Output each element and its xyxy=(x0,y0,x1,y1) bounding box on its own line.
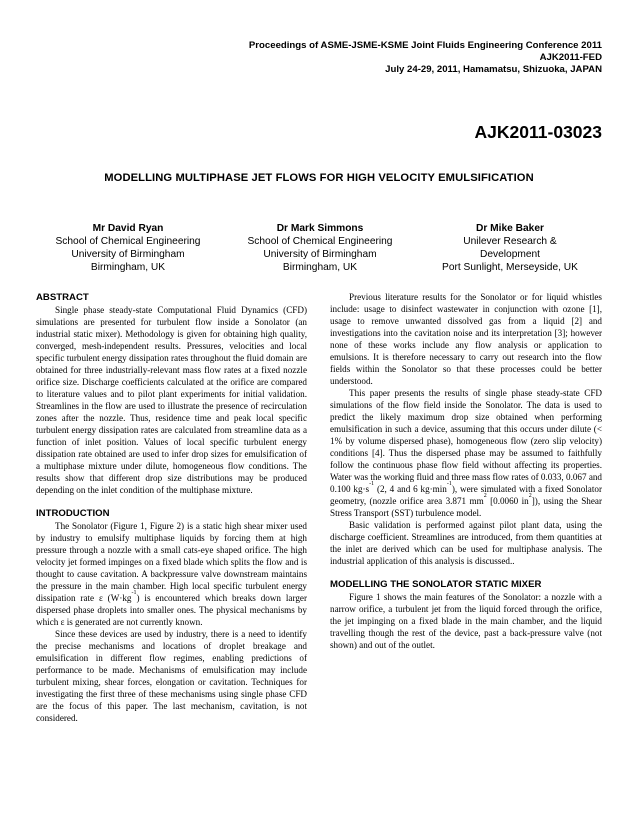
introduction-paragraph-2: Since these devices are used by industry, there is a need to identify the precise mechanisms and locations of droplet breakage and emulsification in different flow regimes, enabling predictions of performance to be made. Mechanisms of emulsification may include turbulent mixing, shear forces, elongation or cavitation. Techniques for investigating the first three of these mechanisms using single phase CFD are the focus of this paper. The last mechanism, cavitation, is not considered. xyxy=(36,629,307,723)
paper-title: MODELLING MULTIPHASE JET FLOWS FOR HIGH VELOCITY EMULSIFICATION xyxy=(104,172,534,184)
abstract-heading: ABSTRACT xyxy=(36,292,89,303)
author-name: Dr Mike Baker xyxy=(476,223,544,234)
section-2-heading: MODELLING THE SONOLATOR STATIC MIXER xyxy=(330,579,542,590)
introduction-paragraph-3: Previous literature results for the Sonolator or for liquid whistles include: usage to disinfect wastewater in conjunction with ozone [1], usage to remove unwanted dissolved gas from a liquid [2] and investigations into the cavitation noise and its interpretation [3]; however none of these works include any flow analysis or application to emulsions. It is therefore necessary to carry out research into the flow fields within the Sonolator so that these processes could be better understood. xyxy=(330,292,602,386)
introduction-paragraph-1: The Sonolator (Figure 1, Figure 2) is a static high shear mixer used by industry to emulsify multiphase liquids by forcing them at high pressure through a nozzle with a small cats-eye shaped orifice. The high velocity jet formed impinges on a fixed blade which splits the flow and is thought to cause cavitation. A backpressure valve downstream maintains the pressure in the main chamber. High local specific turbulent energy dissipation rate ε $(W\cdot kg^{-1})$ is encountered which breaks down larger dispersed phase droplets into smaller ones. The physical mechanisms by which ε is generated are not currently known. xyxy=(36,521,307,627)
author-affiliation: School of Chemical Engineering xyxy=(247,236,393,247)
author-affiliation: School of Chemical Engineering xyxy=(55,236,201,247)
introduction-paragraph-4: This paper presents the results of single phase steady-state CFD simulations of the flow field inside the Sonolator. The data is used to predict the likely maximum drop size obtained when performing emulsification in such a device, assuming that this occurs under dilute (< 1% by volume dispersed phase), homogeneous flow (zero slip velocity) conditions [4]. Thus the dispersed phase may be assumed to faithfully follow the continuous phase flow field without affecting its properties. Water was the working fluid and three mass flow rates of 0.033, 0.067 and 0.100 $kg\cdot s^{-1}$ (2, 4 and 6 $kg\cdot\min^{-1}$), were simulated with a fixed Sonolator geometry, (nozzle orifice area 3.871 $mm^2$ [0.0060 $in^2$]), using the Shear Stress Transport (SST) turbulence model. xyxy=(330,388,602,518)
author-name: Mr David Ryan xyxy=(92,223,164,234)
abstract-text: Single phase steady-state Computational Fluid Dynamics (CFD) simulations are presented for turbulent flow inside a Sonolator (an industrial static mixer). Methodology is given for obtaining high quality, converged, mesh-independent results. Pressures, velocities and local specific turbulent energy dissipation rates throughout the fluid domain are obtained for three industrially-relevant mass flow rates at a fixed nozzle orifice size. Discharge coefficients calculated at the orifice are compared to literature values and to pilot plant experiments for initial validation. Streamlines in the flow are used to illustrate the presence of recirculation zones after the nozzle. Thus, residence time and peak local specific turbulent energy dissipation rates are calculated from streamline data as a function of inlet position. Values of local specific turbulent energy dissipation rate obtained are used to infer drop sizes for emulsification of a multiphase mixture under dilute, homogeneous flow conditions. The results show that different drop size distributions may be produced depending on the inlet condition of the multiphase mixture. xyxy=(36,305,307,495)
introduction-paragraph-5: Basic validation is performed against pilot plant data, using the discharge coefficient. Streamlines are introduced, from them quantities at the inlet are derived which can be used for multiphase analysis. The industrial application of this analysis is discussed.. xyxy=(330,520,602,566)
proceedings-header xyxy=(249,40,602,76)
section-2-paragraph-1: Figure 1 shows the main features of the Sonolator: a nozzle with a narrow orifice, a turbulent jet from the liquid forced through the orifice, the jet impinging on a fixed blade in the main chamber, and the liquid travelling though the rest of the device, past a back-pressure valve (not shown) and out of the outlet. xyxy=(330,592,602,650)
author-name: Dr Mark Simmons xyxy=(276,223,364,234)
paper-id: AJK2011-03023 xyxy=(474,122,602,142)
author-3 xyxy=(414,222,606,274)
proceedings-code: AJK2011-FED xyxy=(539,52,602,63)
author-2 xyxy=(225,222,415,274)
author-affiliation: University of Birmingham xyxy=(263,249,377,260)
left-column xyxy=(36,292,307,724)
author-1 xyxy=(33,222,223,274)
author-affiliation: Birmingham, UK xyxy=(282,262,358,273)
proceedings-date-location: July 24-29, 2011, Hamamatsu, Shizuoka, JAPAN xyxy=(385,64,602,75)
author-affiliation: Unilever Research & xyxy=(463,236,557,247)
introduction-heading: INTRODUCTION xyxy=(36,508,110,519)
right-column xyxy=(330,291,602,651)
author-affiliation: Birmingham, UK xyxy=(90,262,166,273)
proceedings-title: Proceedings of ASME-JSME-KSME Joint Fluids Engineering Conference 2011 xyxy=(248,40,602,51)
author-affiliation: Development xyxy=(479,249,541,260)
author-affiliation: University of Birmingham xyxy=(71,249,185,260)
author-affiliation: Port Sunlight, Merseyside, UK xyxy=(442,262,578,273)
